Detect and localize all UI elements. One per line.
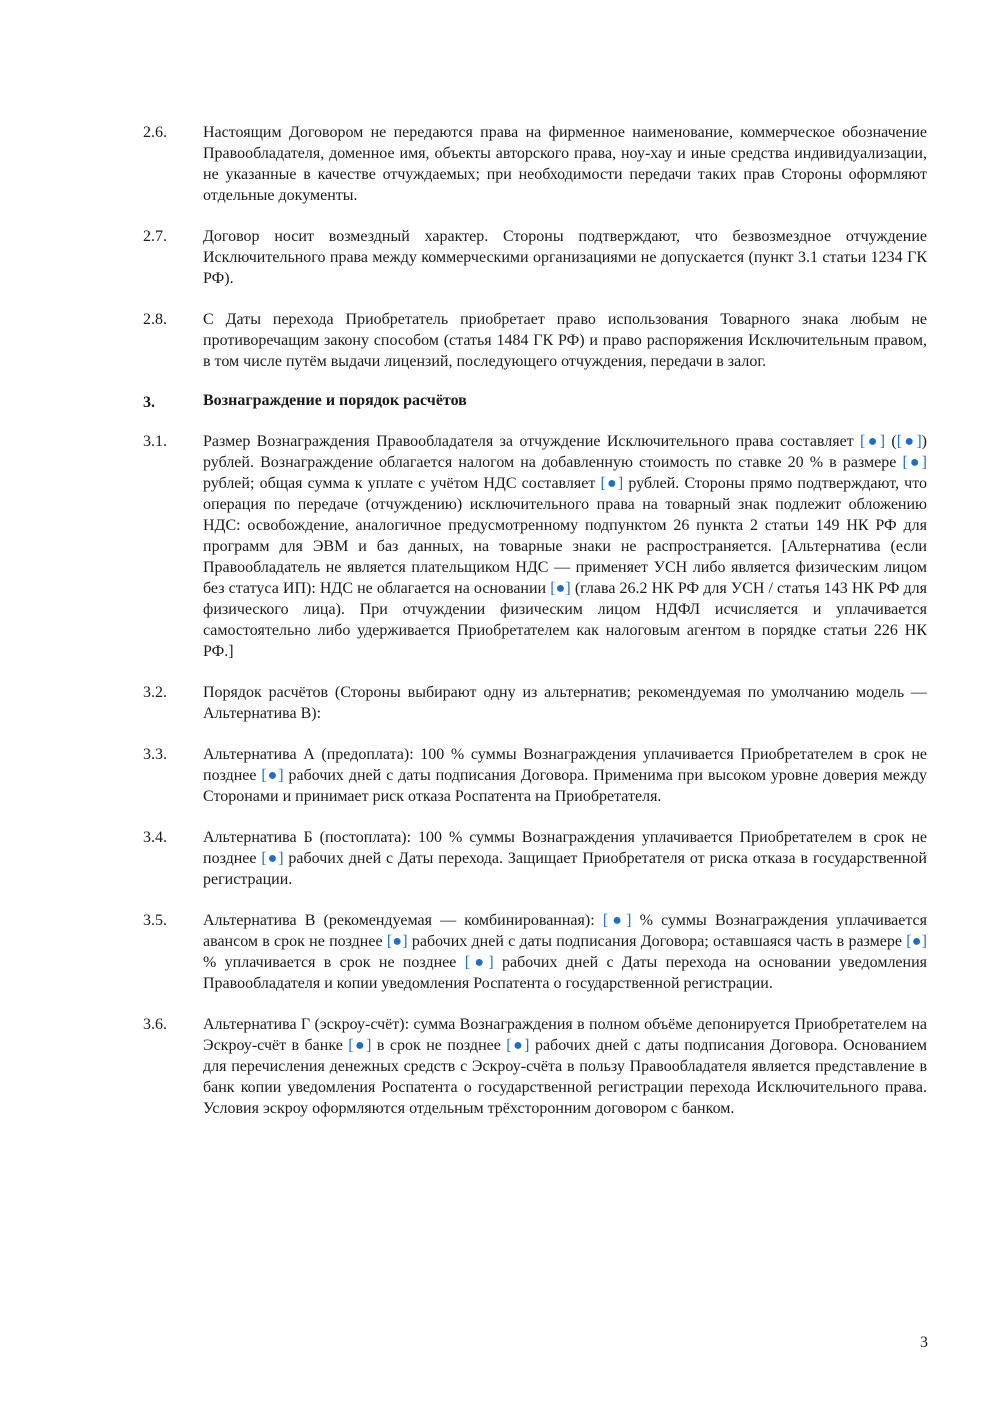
- placeholder-marker: [●]: [550, 580, 571, 597]
- clause-text: [203, 1014, 927, 1119]
- clause-2-6: [143, 122, 927, 206]
- text-segment: Альтернатива А (предоплата): 100 % суммы Вознаграждения уплачивается Приобретателем в срок не позднее: [203, 746, 927, 784]
- page-number: 3: [920, 1334, 928, 1351]
- document-body: [143, 122, 927, 1139]
- clause-2-7: [143, 226, 927, 289]
- text-segment: (: [885, 433, 897, 450]
- placeholder-marker: [●]: [506, 1037, 530, 1054]
- section-heading-3: [143, 392, 927, 413]
- text-segment: рабочих дней с Даты перехода на основании уведомления Правообладателя и копии уведомления Роспатента о государственной регистрации.: [203, 954, 928, 992]
- text-segment: в срок не позднее: [371, 1037, 507, 1054]
- clause-text: [203, 910, 927, 994]
- placeholder-marker: [●]: [261, 850, 284, 867]
- clause-2-8: [143, 309, 927, 372]
- clause-number: 2.7.: [143, 228, 167, 245]
- clause-3-1: [143, 431, 927, 662]
- text-segment: (глава 26.2 НК РФ для УСН / статья 143 НК РФ для физического лица). При отчуждении физическим лицом НДФЛ исчисляется и уплачивается самостоятельно либо удерживается Приобретателем как налоговым агентом в порядке статьи 226 НК РФ.]: [203, 580, 928, 660]
- section-number: 3.: [143, 394, 155, 411]
- clause-text: [203, 827, 927, 890]
- clause-3-5: [143, 910, 927, 994]
- text-segment: рабочих дней с даты подписания Договора. Применима при высоком уровне доверия между Сторонами и принимает риск отказа Роспатента на Приобретателя.: [203, 767, 928, 805]
- placeholder-marker: [●]: [600, 475, 624, 492]
- clause-number: 3.1.: [143, 433, 167, 450]
- clause-text: [203, 431, 927, 662]
- clause-number: 3.3.: [143, 746, 167, 763]
- clause-number: 2.6.: [143, 124, 167, 141]
- clause-number: 3.4.: [143, 829, 167, 846]
- clause-3-3: [143, 744, 927, 807]
- clause-text: С Даты перехода Приобретатель приобретает право использования Товарного знака любым не противоречащим закону способом (статья 1484 ГК РФ) и право распоряжения Исключительным правом, в том числе путём выдачи лицензий, последующего отчуждения, передачи в залог.: [203, 311, 927, 370]
- text-segment: рублей; общая сумма к уплате с учётом НДС составляет: [203, 475, 601, 492]
- text-segment: рабочих дней с даты подписания Договора. Основанием для перечисления денежных средств с Эскроу-счёта в пользу Правообладателя является представление в банк копии уведомления Роспатента о государственной регистрации перехода Исключительного права. Условия эскроу оформляются отдельным трёхсторонним договором с банком.: [203, 1037, 927, 1117]
- text-segment: Альтернатива В (рекомендуемая — комбинированная):: [203, 912, 603, 929]
- placeholder-marker: [●]: [902, 454, 927, 471]
- text-segment: рабочих дней с даты подписания Договора; оставшаяся часть в размере: [407, 933, 907, 950]
- placeholder-marker: [●]: [261, 767, 284, 784]
- text-segment: % уплачивается в срок не позднее: [203, 954, 465, 971]
- clause-number: 3.6.: [143, 1016, 167, 1033]
- text-segment: рабочих дней с Даты перехода. Защищает Приобретателя от риска отказа в государственной регистрации.: [203, 850, 927, 888]
- text-segment: Размер Вознаграждения Правообладателя за отчуждение Исключительного права составляет: [203, 433, 861, 450]
- clause-number: 2.8.: [143, 311, 167, 328]
- placeholder-marker: [●]: [602, 912, 632, 929]
- clause-text: Договор носит возмездный характер. Стороны подтверждают, что безвозмездное отчуждение Исключительного права между коммерческими организациями не допускается (пункт 3.1 статьи 1234 ГК РФ).: [203, 228, 927, 287]
- text-segment: Альтернатива Б (постоплата): 100 % суммы Вознаграждения уплачивается Приобретателем в срок не позднее: [203, 829, 927, 867]
- clause-text: Порядок расчётов (Стороны выбирают одну из альтернатив; рекомендуемая по умолчанию модель — Альтернатива В):: [203, 684, 927, 722]
- clause-text: [203, 744, 927, 807]
- placeholder-marker: [●]: [906, 933, 928, 950]
- text-segment: рублей. Стороны прямо подтверждают, что операция по передаче (отчуждению) исключительного права на товарный знак подлежит обложению НДС: освобождение, аналогичное предусмотренному подпунктом 26 пункта 2 статьи 149 НК РФ для программ для ЭВМ и баз данных, на товарные знаки не распространяется. [Альтернатива (если Правообладатель не является плательщиком НДС — применяет УСН либо является физическим лицом без статуса ИП): НДС не облагается на основании: [203, 475, 927, 597]
- placeholder-marker: [●]: [348, 1037, 372, 1054]
- clause-text: Настоящим Договором не передаются права на фирменное наименование, коммерческое обозначение Правообладателя, доменное имя, объекты авторского права, ноу-хау и иные средства индивидуализации, не указанные в качестве отчуждаемых; при необходимости передачи таких прав Стороны оформляют отдельные документы.: [203, 124, 927, 204]
- clause-3-4: [143, 827, 927, 890]
- placeholder-marker: [●]: [386, 933, 408, 950]
- text-segment: % суммы Вознаграждения уплачивается авансом в срок не позднее: [203, 912, 928, 950]
- clause-number: 3.5.: [143, 912, 167, 929]
- text-segment: Альтернатива Г (эскроу-счёт): сумма Вознаграждения в полном объёме депонируется Приобретателем на Эскроу-счёт в банке: [203, 1016, 927, 1054]
- placeholder-marker: [●]: [896, 433, 922, 450]
- clause-3-2: [143, 682, 927, 724]
- clause-number: 3.2.: [143, 684, 167, 701]
- placeholder-marker: [●]: [464, 954, 494, 971]
- clause-3-6: [143, 1014, 927, 1119]
- placeholder-marker: [●]: [860, 433, 886, 450]
- section-title: Вознаграждение и порядок расчётов: [203, 392, 467, 409]
- text-segment: ) рублей. Вознаграждение облагается налогом на добавленную стоимость по ставке 20 % в размере: [203, 433, 927, 471]
